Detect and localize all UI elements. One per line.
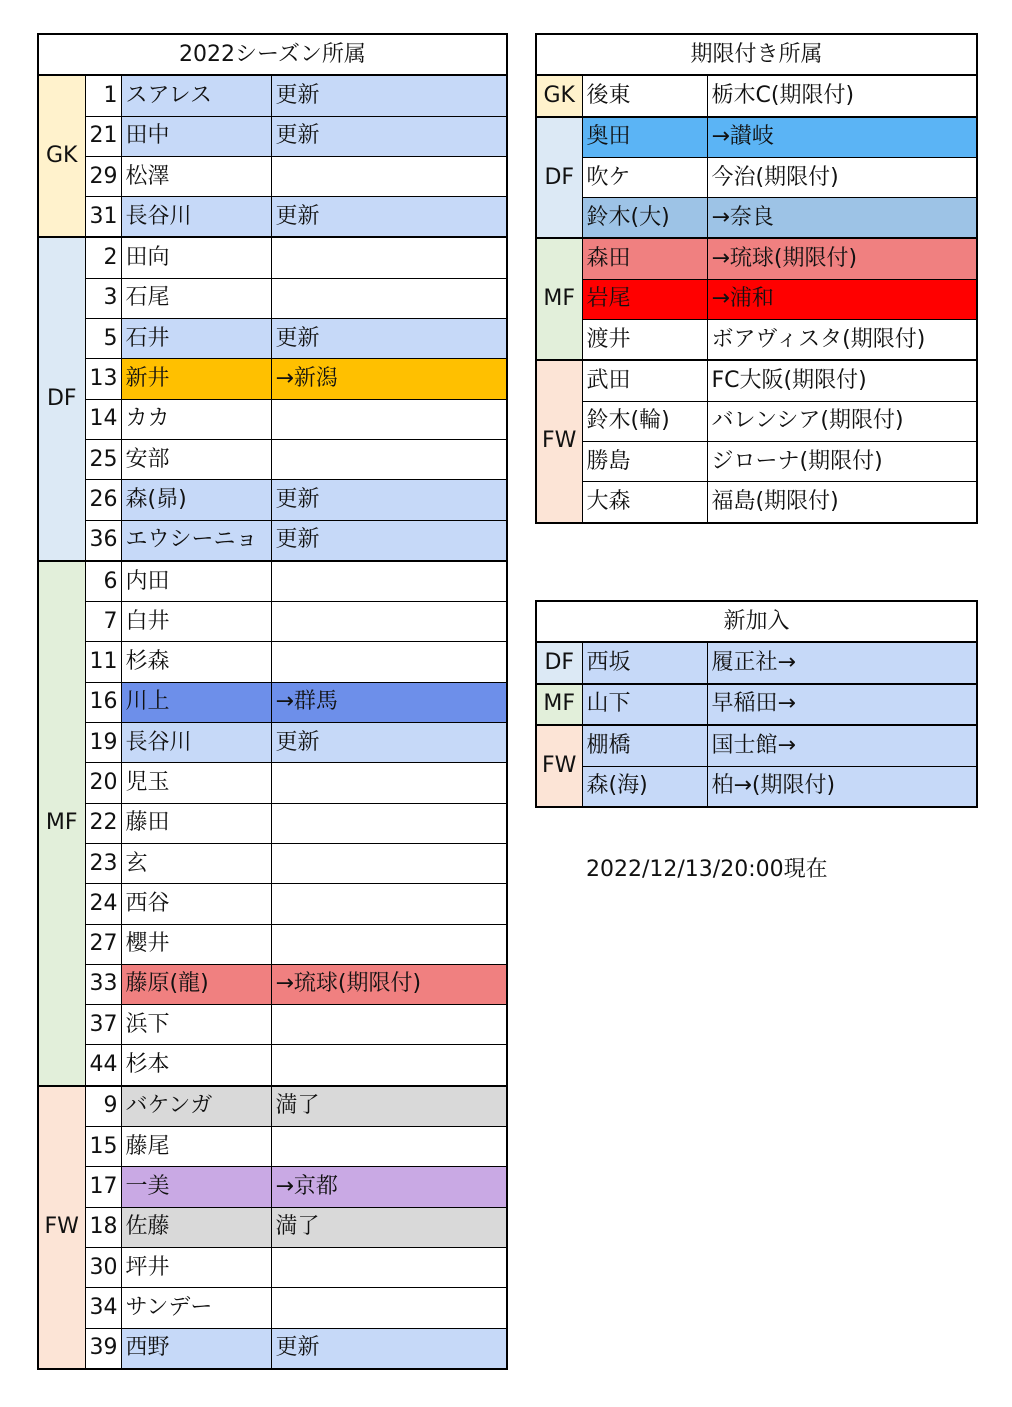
player-name: 石尾 <box>121 278 271 318</box>
table-row <box>536 238 977 279</box>
player-name: 鈴木(輪) <box>582 401 707 441</box>
table-row <box>536 441 977 481</box>
player-status <box>271 439 507 479</box>
player-status <box>271 1127 507 1167</box>
player-status <box>271 843 507 883</box>
player-status <box>271 884 507 924</box>
player-number: 29 <box>85 156 121 196</box>
player-status: 福島(期限付) <box>707 482 977 523</box>
player-status: 今治(期限付) <box>707 157 977 197</box>
table-row <box>38 439 507 479</box>
player-number: 5 <box>85 319 121 359</box>
player-name: 西坂 <box>582 642 707 683</box>
table-row <box>38 682 507 722</box>
table-row <box>38 1167 507 1207</box>
player-status: 早稲田→ <box>707 684 977 725</box>
player-number: 24 <box>85 884 121 924</box>
table-row <box>38 884 507 924</box>
player-status <box>271 763 507 803</box>
player-name: 坪井 <box>121 1247 271 1287</box>
table-row <box>38 1207 507 1247</box>
player-name: 鈴木(大) <box>582 198 707 239</box>
player-status: 更新 <box>271 723 507 763</box>
position-cell: GK <box>38 75 85 237</box>
table-row <box>38 723 507 763</box>
position-cell: DF <box>536 117 582 239</box>
player-number: 37 <box>85 1005 121 1045</box>
table-row <box>38 602 507 642</box>
player-status <box>271 1288 507 1328</box>
table-row <box>536 482 977 523</box>
position-cell: FW <box>536 360 582 522</box>
player-status <box>271 278 507 318</box>
player-number: 23 <box>85 843 121 883</box>
player-number: 27 <box>85 924 121 964</box>
position-cell: MF <box>38 561 85 1086</box>
player-status: →京都 <box>271 1167 507 1207</box>
table-row <box>38 399 507 439</box>
player-name: 田中 <box>121 116 271 156</box>
player-status: 更新 <box>271 197 507 238</box>
player-name: 山下 <box>582 684 707 725</box>
player-name: 石井 <box>121 319 271 359</box>
player-status <box>271 642 507 682</box>
player-status: 国士館→ <box>707 725 977 766</box>
player-name: 玄 <box>121 843 271 883</box>
table-row <box>38 278 507 318</box>
player-name: 杉本 <box>121 1045 271 1086</box>
player-name: 勝島 <box>582 441 707 481</box>
position-cell: DF <box>38 237 85 560</box>
player-number: 16 <box>85 682 121 722</box>
table-row <box>536 401 977 441</box>
player-number: 33 <box>85 964 121 1004</box>
player-number: 15 <box>85 1127 121 1167</box>
table-row <box>38 1288 507 1328</box>
player-name: 森田 <box>582 238 707 279</box>
player-name: 岩尾 <box>582 279 707 319</box>
player-number: 2 <box>85 237 121 278</box>
player-number: 6 <box>85 561 121 602</box>
player-status <box>271 237 507 278</box>
player-status: 満了 <box>271 1207 507 1247</box>
player-status <box>271 1005 507 1045</box>
player-name: 田向 <box>121 237 271 278</box>
player-name: 櫻井 <box>121 924 271 964</box>
table-row <box>38 237 507 278</box>
player-status: 更新 <box>271 319 507 359</box>
table-row <box>38 116 507 156</box>
table-row <box>38 75 507 116</box>
player-status: →群馬 <box>271 682 507 722</box>
player-status <box>271 1045 507 1086</box>
table-row <box>536 684 977 725</box>
player-number: 39 <box>85 1328 121 1369</box>
player-status: →讃岐 <box>707 117 977 158</box>
player-number: 22 <box>85 803 121 843</box>
player-name: 森(海) <box>582 766 707 807</box>
table-header-row <box>536 34 977 75</box>
player-status <box>271 803 507 843</box>
player-name: サンデー <box>121 1288 271 1328</box>
table-row <box>536 75 977 116</box>
player-name: 内田 <box>121 561 271 602</box>
season-roster-table <box>37 33 508 1370</box>
player-status: ジローナ(期限付) <box>707 441 977 481</box>
player-name: 松澤 <box>121 156 271 196</box>
table-row <box>38 763 507 803</box>
player-name: 佐藤 <box>121 1207 271 1247</box>
table-row <box>38 924 507 964</box>
table-row <box>38 1045 507 1086</box>
player-status: 更新 <box>271 1328 507 1369</box>
player-number: 30 <box>85 1247 121 1287</box>
table-row <box>536 198 977 239</box>
player-status: 履正社→ <box>707 642 977 683</box>
player-name: 藤田 <box>121 803 271 843</box>
player-name: 白井 <box>121 602 271 642</box>
player-number: 36 <box>85 520 121 561</box>
player-status: →新潟 <box>271 359 507 399</box>
player-name: 川上 <box>121 682 271 722</box>
player-status: 更新 <box>271 480 507 520</box>
player-status: 満了 <box>271 1086 507 1127</box>
table-row <box>38 480 507 520</box>
table-row <box>536 320 977 361</box>
player-name: 奥田 <box>582 117 707 158</box>
player-name: 武田 <box>582 360 707 401</box>
player-status <box>271 399 507 439</box>
player-status: ボアヴィスタ(期限付) <box>707 320 977 361</box>
player-name: バケンガ <box>121 1086 271 1127</box>
table-row <box>38 561 507 602</box>
player-name: 新井 <box>121 359 271 399</box>
table-header-row <box>536 601 977 642</box>
player-name: 児玉 <box>121 763 271 803</box>
player-name: 安部 <box>121 439 271 479</box>
player-number: 34 <box>85 1288 121 1328</box>
player-name: 西野 <box>121 1328 271 1369</box>
player-number: 3 <box>85 278 121 318</box>
player-number: 7 <box>85 602 121 642</box>
player-name: 西谷 <box>121 884 271 924</box>
table-row <box>38 1005 507 1045</box>
player-name: カカ <box>121 399 271 439</box>
player-number: 19 <box>85 723 121 763</box>
table-row <box>38 319 507 359</box>
player-number: 14 <box>85 399 121 439</box>
player-name: 吹ケ <box>582 157 707 197</box>
player-status: →奈良 <box>707 198 977 239</box>
table-row <box>38 156 507 196</box>
player-status: 更新 <box>271 75 507 116</box>
player-number: 25 <box>85 439 121 479</box>
table-row <box>38 843 507 883</box>
table-row <box>38 1247 507 1287</box>
player-name: 森(昴) <box>121 480 271 520</box>
player-name: 藤尾 <box>121 1127 271 1167</box>
player-name: 大森 <box>582 482 707 523</box>
table-row <box>536 642 977 683</box>
player-status: 栃木C(期限付) <box>707 75 977 116</box>
table-row <box>38 520 507 561</box>
table-header-row <box>38 34 507 75</box>
player-number: 13 <box>85 359 121 399</box>
timestamp: 2022/12/13/20:00現在 <box>586 857 828 882</box>
player-number: 1 <box>85 75 121 116</box>
player-number: 44 <box>85 1045 121 1086</box>
player-status: 柏→(期限付) <box>707 766 977 807</box>
table-row <box>536 157 977 197</box>
new-signings-table <box>535 600 978 808</box>
table-row <box>38 803 507 843</box>
table-row <box>38 197 507 238</box>
player-name: 浜下 <box>121 1005 271 1045</box>
player-name: 一美 <box>121 1167 271 1207</box>
player-name: 渡井 <box>582 320 707 361</box>
table-row <box>536 725 977 766</box>
player-name: 藤原(龍) <box>121 964 271 1004</box>
player-number: 18 <box>85 1207 121 1247</box>
table-title: 期限付き所属 <box>536 34 977 75</box>
table-row <box>38 1086 507 1127</box>
player-number: 17 <box>85 1167 121 1207</box>
player-status: →琉球(期限付) <box>271 964 507 1004</box>
player-status <box>271 602 507 642</box>
player-status <box>271 561 507 602</box>
position-cell: MF <box>536 684 582 725</box>
player-number: 20 <box>85 763 121 803</box>
player-status: →浦和 <box>707 279 977 319</box>
player-number: 21 <box>85 116 121 156</box>
position-cell: MF <box>536 238 582 360</box>
player-status <box>271 924 507 964</box>
player-name: 後東 <box>582 75 707 116</box>
table-row <box>536 766 977 807</box>
player-name: 長谷川 <box>121 197 271 238</box>
player-number: 9 <box>85 1086 121 1127</box>
table-row <box>38 1328 507 1369</box>
position-cell: DF <box>536 642 582 683</box>
player-name: 棚橋 <box>582 725 707 766</box>
player-status: FC大阪(期限付) <box>707 360 977 401</box>
table-row <box>536 360 977 401</box>
player-name: スアレス <box>121 75 271 116</box>
player-status: 更新 <box>271 520 507 561</box>
player-name: 杉森 <box>121 642 271 682</box>
table-row <box>38 642 507 682</box>
table-row <box>536 279 977 319</box>
table-title: 2022シーズン所属 <box>38 34 507 75</box>
player-number: 26 <box>85 480 121 520</box>
player-name: 長谷川 <box>121 723 271 763</box>
player-name: エウシーニョ <box>121 520 271 561</box>
loan-roster-table <box>535 33 978 524</box>
table-title: 新加入 <box>536 601 977 642</box>
player-status <box>271 1247 507 1287</box>
player-number: 11 <box>85 642 121 682</box>
player-status <box>271 156 507 196</box>
player-number: 31 <box>85 197 121 238</box>
table-row <box>38 1127 507 1167</box>
table-row <box>536 117 977 158</box>
player-status: バレンシア(期限付) <box>707 401 977 441</box>
position-cell: FW <box>38 1086 85 1369</box>
player-status: 更新 <box>271 116 507 156</box>
player-status: →琉球(期限付) <box>707 238 977 279</box>
position-cell: GK <box>536 75 582 116</box>
table-row <box>38 359 507 399</box>
position-cell: FW <box>536 725 582 807</box>
table-row <box>38 964 507 1004</box>
